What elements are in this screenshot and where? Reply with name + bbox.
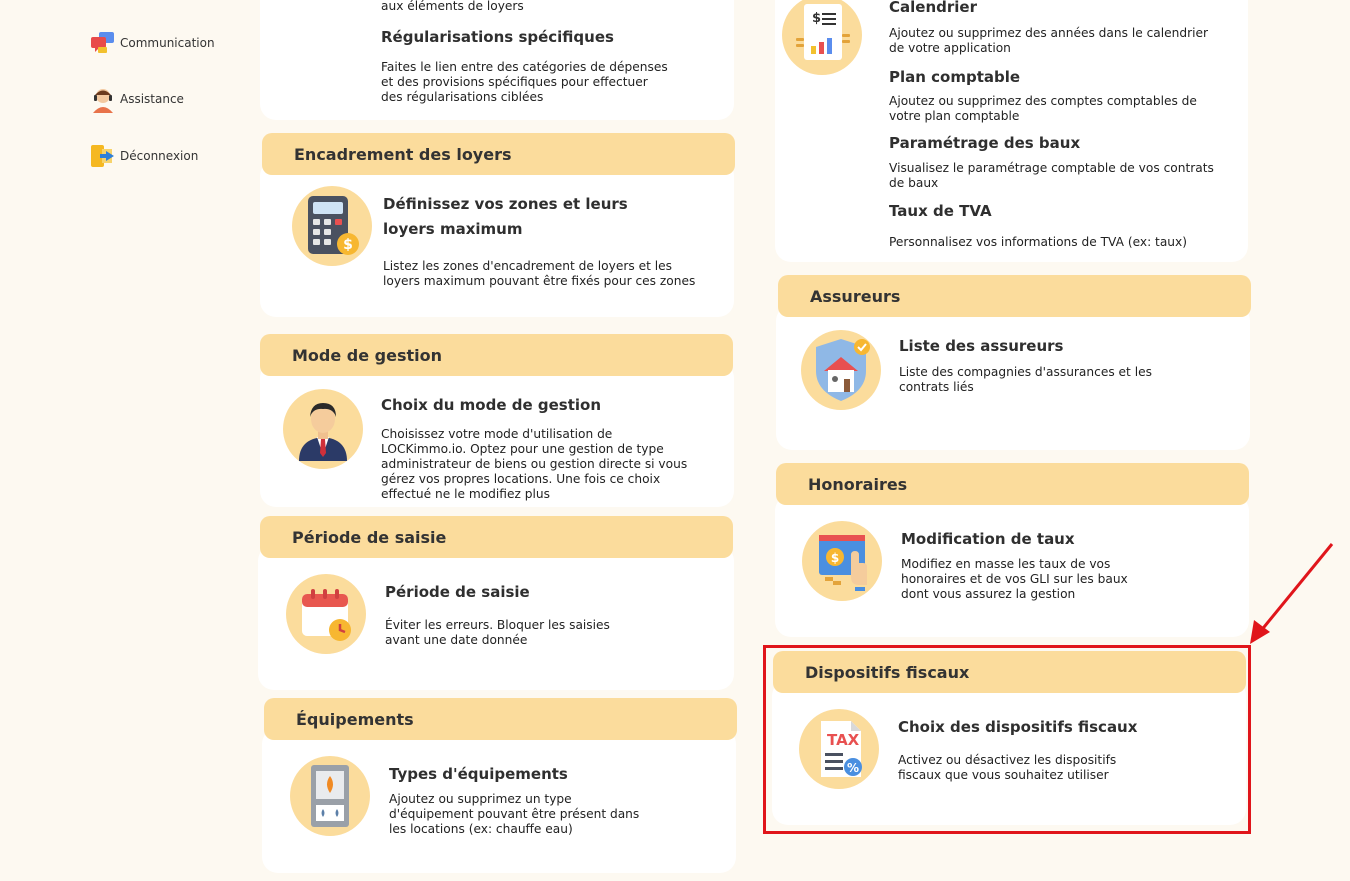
businessman-icon	[283, 389, 363, 469]
equipements-header[interactable]: Équipements	[264, 698, 737, 740]
equipements-title[interactable]: Types d'équipements	[389, 765, 568, 783]
svg-text:$: $	[812, 11, 822, 26]
accounting-report-icon	[782, 0, 862, 75]
calendrier-title[interactable]: Calendrier	[889, 0, 977, 16]
calendar-clock-icon	[286, 574, 366, 654]
taux-tva-title[interactable]: Taux de TVA	[889, 202, 992, 220]
taux-tva-desc: Personnalisez vos informations de TVA (ex: taux)	[889, 235, 1187, 249]
honoraires-desc: Modifiez en masse les taux de vos honoraires et de vos GLI sur les baux dont vous assurez la gestion	[901, 557, 1128, 601]
assureurs-title[interactable]: Liste des assureurs	[899, 337, 1064, 355]
periode-header[interactable]: Période de saisie	[260, 516, 733, 558]
water-heater-icon	[290, 756, 370, 836]
periode-desc: Éviter les erreurs. Bloquer les saisies avant une date donnée	[385, 618, 610, 647]
encadrement-desc: Listez les zones d'encadrement de loyers et les loyers maximum pouvant être fixés pour ces zones	[383, 259, 696, 288]
sidebar-item-label: Assistance	[120, 92, 184, 106]
sidebar-item-label: Communication	[120, 36, 215, 50]
regularisations-desc: Faites le lien entre des catégories de dépenses et des provisions spécifiques pour effectuer des régularisations ciblées	[381, 60, 668, 104]
sidebar-item-deconnexion[interactable]	[90, 143, 198, 169]
equipements-desc: Ajoutez ou supprimez un type d'équipement pouvant être présent dans les locations (ex: chauffe eau)	[389, 792, 640, 836]
encadrement-header[interactable]: Encadrement des loyers	[262, 133, 735, 175]
periode-title[interactable]: Période de saisie	[385, 583, 530, 601]
assureurs-desc: Liste des compagnies d'assurances et les contrats liés	[899, 365, 1152, 394]
parametrage-baux-desc: Visualisez le paramétrage comptable de vos contrats de baux	[889, 161, 1214, 190]
annotation-arrow-icon	[1240, 540, 1340, 650]
fee-rate-icon	[802, 521, 882, 601]
tax-icon-text: TAX	[827, 731, 860, 749]
sidebar-item-label: Déconnexion	[120, 149, 199, 163]
mode-gestion-header[interactable]: Mode de gestion	[260, 334, 733, 376]
plan-comptable-desc: Ajoutez ou supprimez des comptes comptables de votre plan comptable	[889, 94, 1197, 123]
mode-gestion-title[interactable]: Choix du mode de gestion	[381, 396, 602, 414]
highlight-box	[763, 645, 1251, 834]
honoraires-header[interactable]: Honoraires	[776, 463, 1249, 505]
honoraires-title[interactable]: Modification de taux	[901, 530, 1075, 548]
dispositifs-desc: Activez ou désactivez les dispositifs fiscaux que vous souhaitez utiliser	[898, 753, 1117, 782]
loyers-partial-desc: aux éléments de loyers	[381, 0, 524, 13]
plan-comptable-title[interactable]: Plan comptable	[889, 68, 1021, 86]
sidebar-item-communication[interactable]	[90, 30, 215, 56]
svg-text:$: $	[343, 237, 353, 253]
sidebar-item-assistance[interactable]	[90, 86, 184, 112]
regularisations-title[interactable]: Régularisations spécifiques	[381, 28, 614, 46]
calendrier-desc: Ajoutez ou supprimez des années dans le calendrier de votre application	[889, 26, 1209, 55]
logout-door-icon	[90, 143, 114, 169]
chat-bubbles-icon	[90, 30, 114, 56]
svg-text:$: $	[830, 551, 840, 565]
dispositifs-title[interactable]: Choix des dispositifs fiscaux	[898, 718, 1138, 736]
assureurs-header[interactable]: Assureurs	[778, 275, 1251, 317]
mode-gestion-desc: Choisissez votre mode d'utilisation de LOCKimmo.io. Optez pour une gestion de type administrateur de biens ou gestion directe si vous gérez vos propres locations. Une fois ce choix effectué ne le modifiez plus	[381, 427, 688, 501]
encadrement-title[interactable]: Définissez vos zones et leurs loyers maximum	[383, 195, 628, 238]
house-shield-icon	[801, 330, 881, 410]
dispositifs-header[interactable]: Dispositifs fiscaux	[773, 651, 1246, 693]
parametrage-baux-title[interactable]: Paramétrage des baux	[889, 134, 1081, 152]
support-agent-icon	[90, 86, 114, 112]
svg-text:%: %	[846, 761, 860, 775]
calculator-icon	[292, 186, 372, 266]
